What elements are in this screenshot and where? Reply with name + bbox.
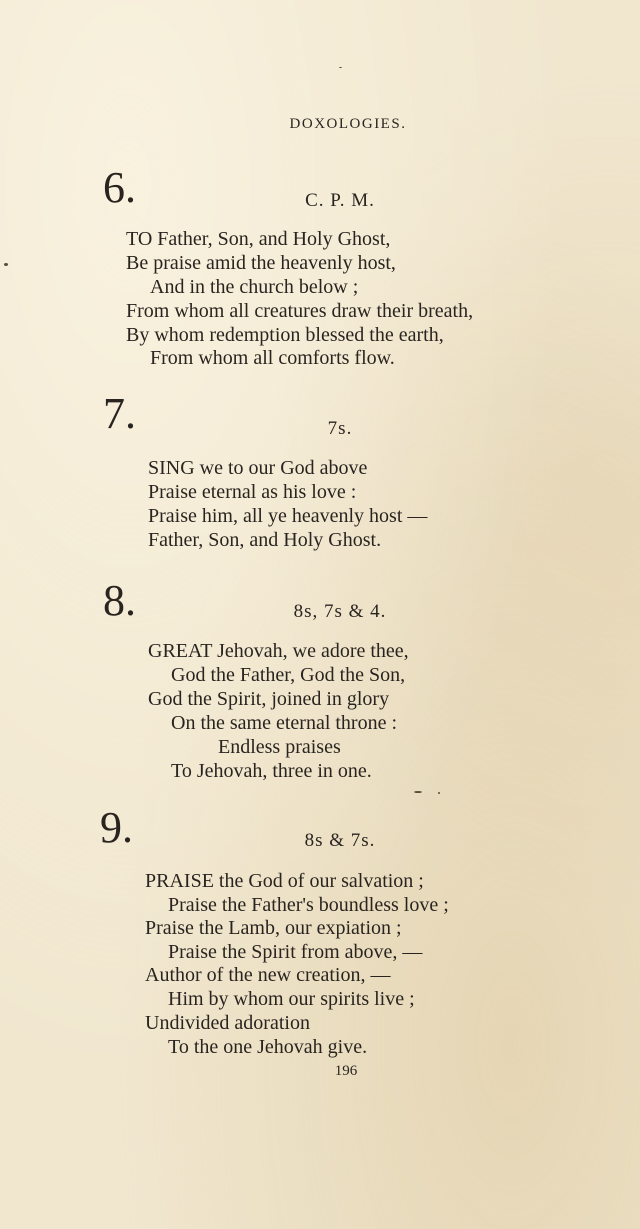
hymn-line: And in the church below ; xyxy=(150,276,359,298)
hymn-line: God the Spirit, joined in glory xyxy=(148,688,390,710)
hymn-line: To the one Jehovah give. xyxy=(168,1036,368,1058)
hymn-line: SING we to our God above xyxy=(148,457,368,479)
ink-speck xyxy=(4,263,8,266)
hymn-line: Author of the new creation, — xyxy=(145,964,391,986)
hymn-line: GREAT Jehovah, we adore thee, xyxy=(148,640,409,662)
hymn-line: Praise him, all ye heavenly host — xyxy=(148,505,428,527)
ink-speck xyxy=(339,67,342,68)
hymn-line: Endless praises xyxy=(218,736,341,758)
hymn-meter-7: 7s. xyxy=(327,418,353,439)
hymn-line: PRAISE the God of our salvation ; xyxy=(145,870,424,892)
running-header: DOXOLOGIES. xyxy=(289,116,407,132)
hymn-line: Praise the Spirit from above, — xyxy=(168,941,423,963)
hymn-line: Father, Son, and Holy Ghost. xyxy=(148,529,382,551)
hymn-meter-6: C. P. M. xyxy=(305,190,375,211)
hymn-line: Him by whom our spirits live ; xyxy=(168,988,415,1010)
hymn-number-9: 9. xyxy=(100,803,133,852)
hymn-line: Praise eternal as his love : xyxy=(148,481,357,503)
hymn-line: To Jehovah, three in one. xyxy=(171,760,372,782)
hymn-meter-9: 8s & 7s. xyxy=(304,830,376,851)
hymn-number-6: 6. xyxy=(103,163,136,212)
hymn-line: From whom all creatures draw their breath, xyxy=(126,300,474,322)
hymn-line: By whom redemption blessed the earth, xyxy=(126,324,444,346)
hymn-line: Praise the Lamb, our expiation ; xyxy=(145,917,402,939)
ink-speck xyxy=(414,791,422,793)
ink-speck xyxy=(438,792,440,794)
hymn-line: Praise the Father's boundless love ; xyxy=(168,894,449,916)
hymn-line: From whom all comforts flow. xyxy=(150,347,395,369)
hymn-meter-8: 8s, 7s & 4. xyxy=(293,601,387,622)
hymn-line: God the Father, God the Son, xyxy=(171,664,406,686)
hymn-number-7: 7. xyxy=(103,389,136,438)
hymn-line: Be praise amid the heavenly host, xyxy=(126,252,396,274)
hymn-line: TO Father, Son, and Holy Ghost, xyxy=(126,228,391,250)
hymn-line: On the same eternal throne : xyxy=(171,712,398,734)
hymn-number-8: 8. xyxy=(103,576,136,625)
page-number: 196 xyxy=(334,1063,358,1079)
hymn-line: Undivided adoration xyxy=(145,1012,310,1034)
